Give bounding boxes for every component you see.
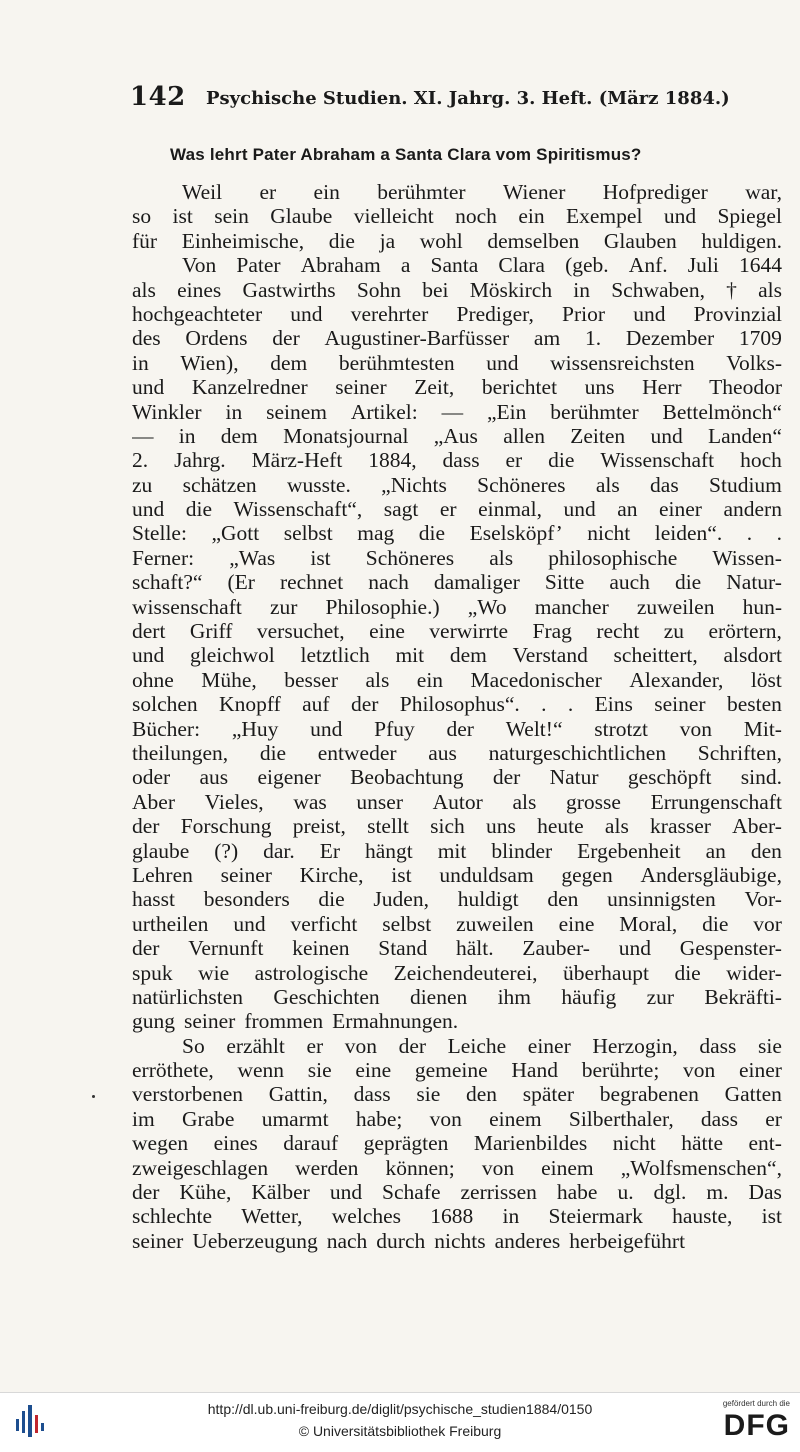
- text-line: oder aus eigener Beobachtung der Natur geschöpft sind.: [132, 765, 782, 790]
- text-line: in Wien), dem berühmtesten und wissensreichsten Volks-: [132, 350, 782, 375]
- text-line: ohne Mühe, besser als ein Macedonischer Alexander, löst: [132, 667, 782, 692]
- text-line: gung seiner frommen Ermahnungen.: [132, 1009, 459, 1034]
- text-line: Winkler in seinem Artikel: — „Ein berühmter Bettelmönch“: [132, 399, 782, 424]
- margin-mark: [92, 1095, 95, 1098]
- text-line: der Forschung preist, stellt sich uns heute als krasser Aber-: [132, 814, 782, 839]
- text-line: Von Pater Abraham a Santa Clara (geb. Anf. Juli 1644: [182, 253, 782, 278]
- text-line: glaube (?) dar. Er hängt mit blinder Ergebenheit an den: [132, 838, 782, 863]
- text-line: hochgeachteter und verehrter Prediger, Prior und Provinzial: [132, 301, 782, 326]
- text-line: Lehren seiner Kirche, ist unduldsam gegen Andersgläubige,: [132, 862, 782, 887]
- footer-copyright: © Universitätsbibliothek Freiburg: [298, 1423, 502, 1439]
- text-line: Bücher: „Huy und Pfuy der Welt!“ strotzt von Mit-: [132, 716, 782, 741]
- dfg-logo: [700, 1399, 790, 1447]
- text-line: des Ordens der Augustiner-Barfüsser am 1. Dezember 1709: [132, 326, 782, 351]
- running-head: Psychische Studien. XI. Jahrg. 3. Heft. (März 1884.): [206, 88, 730, 109]
- text-line: hasst besonders die Juden, huldigt den unsinnigsten Vor-: [132, 887, 782, 912]
- text-line: seiner Ueberzeugung nach durch nichts anderes herbeigeführt: [132, 1228, 686, 1253]
- text-line: und die Wissenschaft“, sagt er einmal, und an einer andern: [132, 497, 782, 522]
- text-line: erröthete, wenn sie eine gemeine Hand berührte; von einer: [132, 1058, 782, 1083]
- text-line: natürlichsten Geschichten dienen ihm häufig zur Bekräfti-: [132, 984, 782, 1009]
- text-line: und gleichwol letztlich mit dem Verstand scheittert, alsdort: [132, 643, 782, 668]
- text-line: zu schätzen wusste. „Nichts Schöneres als das Studium: [132, 472, 782, 497]
- text-line: so ist sein Glaube vielleicht noch ein Exempel und Spiegel: [132, 204, 782, 229]
- page-header: [130, 82, 730, 116]
- text-line: So erzählt er von der Leiche einer Herzogin, dass sie: [182, 1033, 782, 1058]
- text-line: der Vernunft keinen Stand hält. Zauber- und Gespenster-: [132, 936, 782, 961]
- text-line: im Grabe umarmt habe; von einem Silberthaler, dass er: [132, 1106, 782, 1131]
- text-line: Ferner: „Was ist Schöneres als philosophische Wissen-: [132, 545, 782, 570]
- text-line: Aber Vieles, was unser Autor als grosse Errungenschaft: [132, 789, 782, 814]
- footer-permalink[interactable]: http://dl.ub.uni-freiburg.de/diglit/psychische_studien1884/0150: [207, 1401, 593, 1417]
- text-line: solchen Knopff auf der Philosophus“. . . Eins seiner besten: [132, 692, 782, 717]
- text-line: schlechte Wetter, welches 1688 in Steiermark hauste, ist: [132, 1204, 782, 1229]
- text-line: urtheilen und verficht selbst zuweilen eine Moral, die vor: [132, 911, 782, 936]
- funder-note: gefördert durch die: [722, 1399, 790, 1408]
- dfg-wordmark: DFG: [723, 1409, 790, 1442]
- text-line: spuk wie astrologische Zeichendeuterei, überhaupt die wider-: [132, 960, 782, 985]
- text-line: Weil er ein berühmter Wiener Hofprediger war,: [182, 180, 782, 204]
- article-body: [132, 180, 782, 1253]
- text-line: Stelle: „Gott selbst mag die Eselsköpf’ nicht leiden“. . .: [132, 521, 782, 546]
- text-line: der Kühe, Kälber und Schafe zerrissen habe u. dgl. m. Das: [132, 1180, 782, 1205]
- text-line: theilungen, die entweder aus naturgeschichtlichen Schriften,: [132, 740, 782, 765]
- text-line: als eines Gastwirths Sohn bei Möskirch in Schwaben, † als: [132, 277, 782, 302]
- text-line: zweigeschlagen werden können; von einem „Wolfsmenschen“,: [132, 1155, 782, 1180]
- text-line: 2. Jahrg. März-Heft 1884, dass er die Wissenschaft hoch: [132, 448, 782, 473]
- page-number: 142: [130, 82, 186, 112]
- viewer-footer: [0, 1392, 800, 1452]
- text-line: schaft?“ (Er rechnet nach damaliger Sitte auch die Natur-: [132, 570, 782, 595]
- text-line: und Kanzelredner seiner Zeit, berichtet uns Herr Theodor: [132, 375, 782, 400]
- text-line: — in dem Monatsjournal „Aus allen Zeiten und Landen“: [132, 423, 782, 448]
- text-line: verstorbenen Gattin, dass sie den später begrabenen Gatten: [132, 1082, 782, 1107]
- text-line: dert Griff versuchet, eine verwirrte Frag recht zu erörtern,: [132, 619, 782, 644]
- text-line: wissenschaft zur Philosophie.) „Wo mancher zuweilen hun-: [132, 594, 782, 619]
- text-line: für Einheimische, die ja wohl demselben Glauben huldigen.: [132, 228, 782, 253]
- article-title: Was lehrt Pater Abraham a Santa Clara vom Spiritismus?: [170, 145, 642, 164]
- text-line: wegen eines darauf geprägten Marienbildes nicht hätte ent-: [132, 1131, 782, 1156]
